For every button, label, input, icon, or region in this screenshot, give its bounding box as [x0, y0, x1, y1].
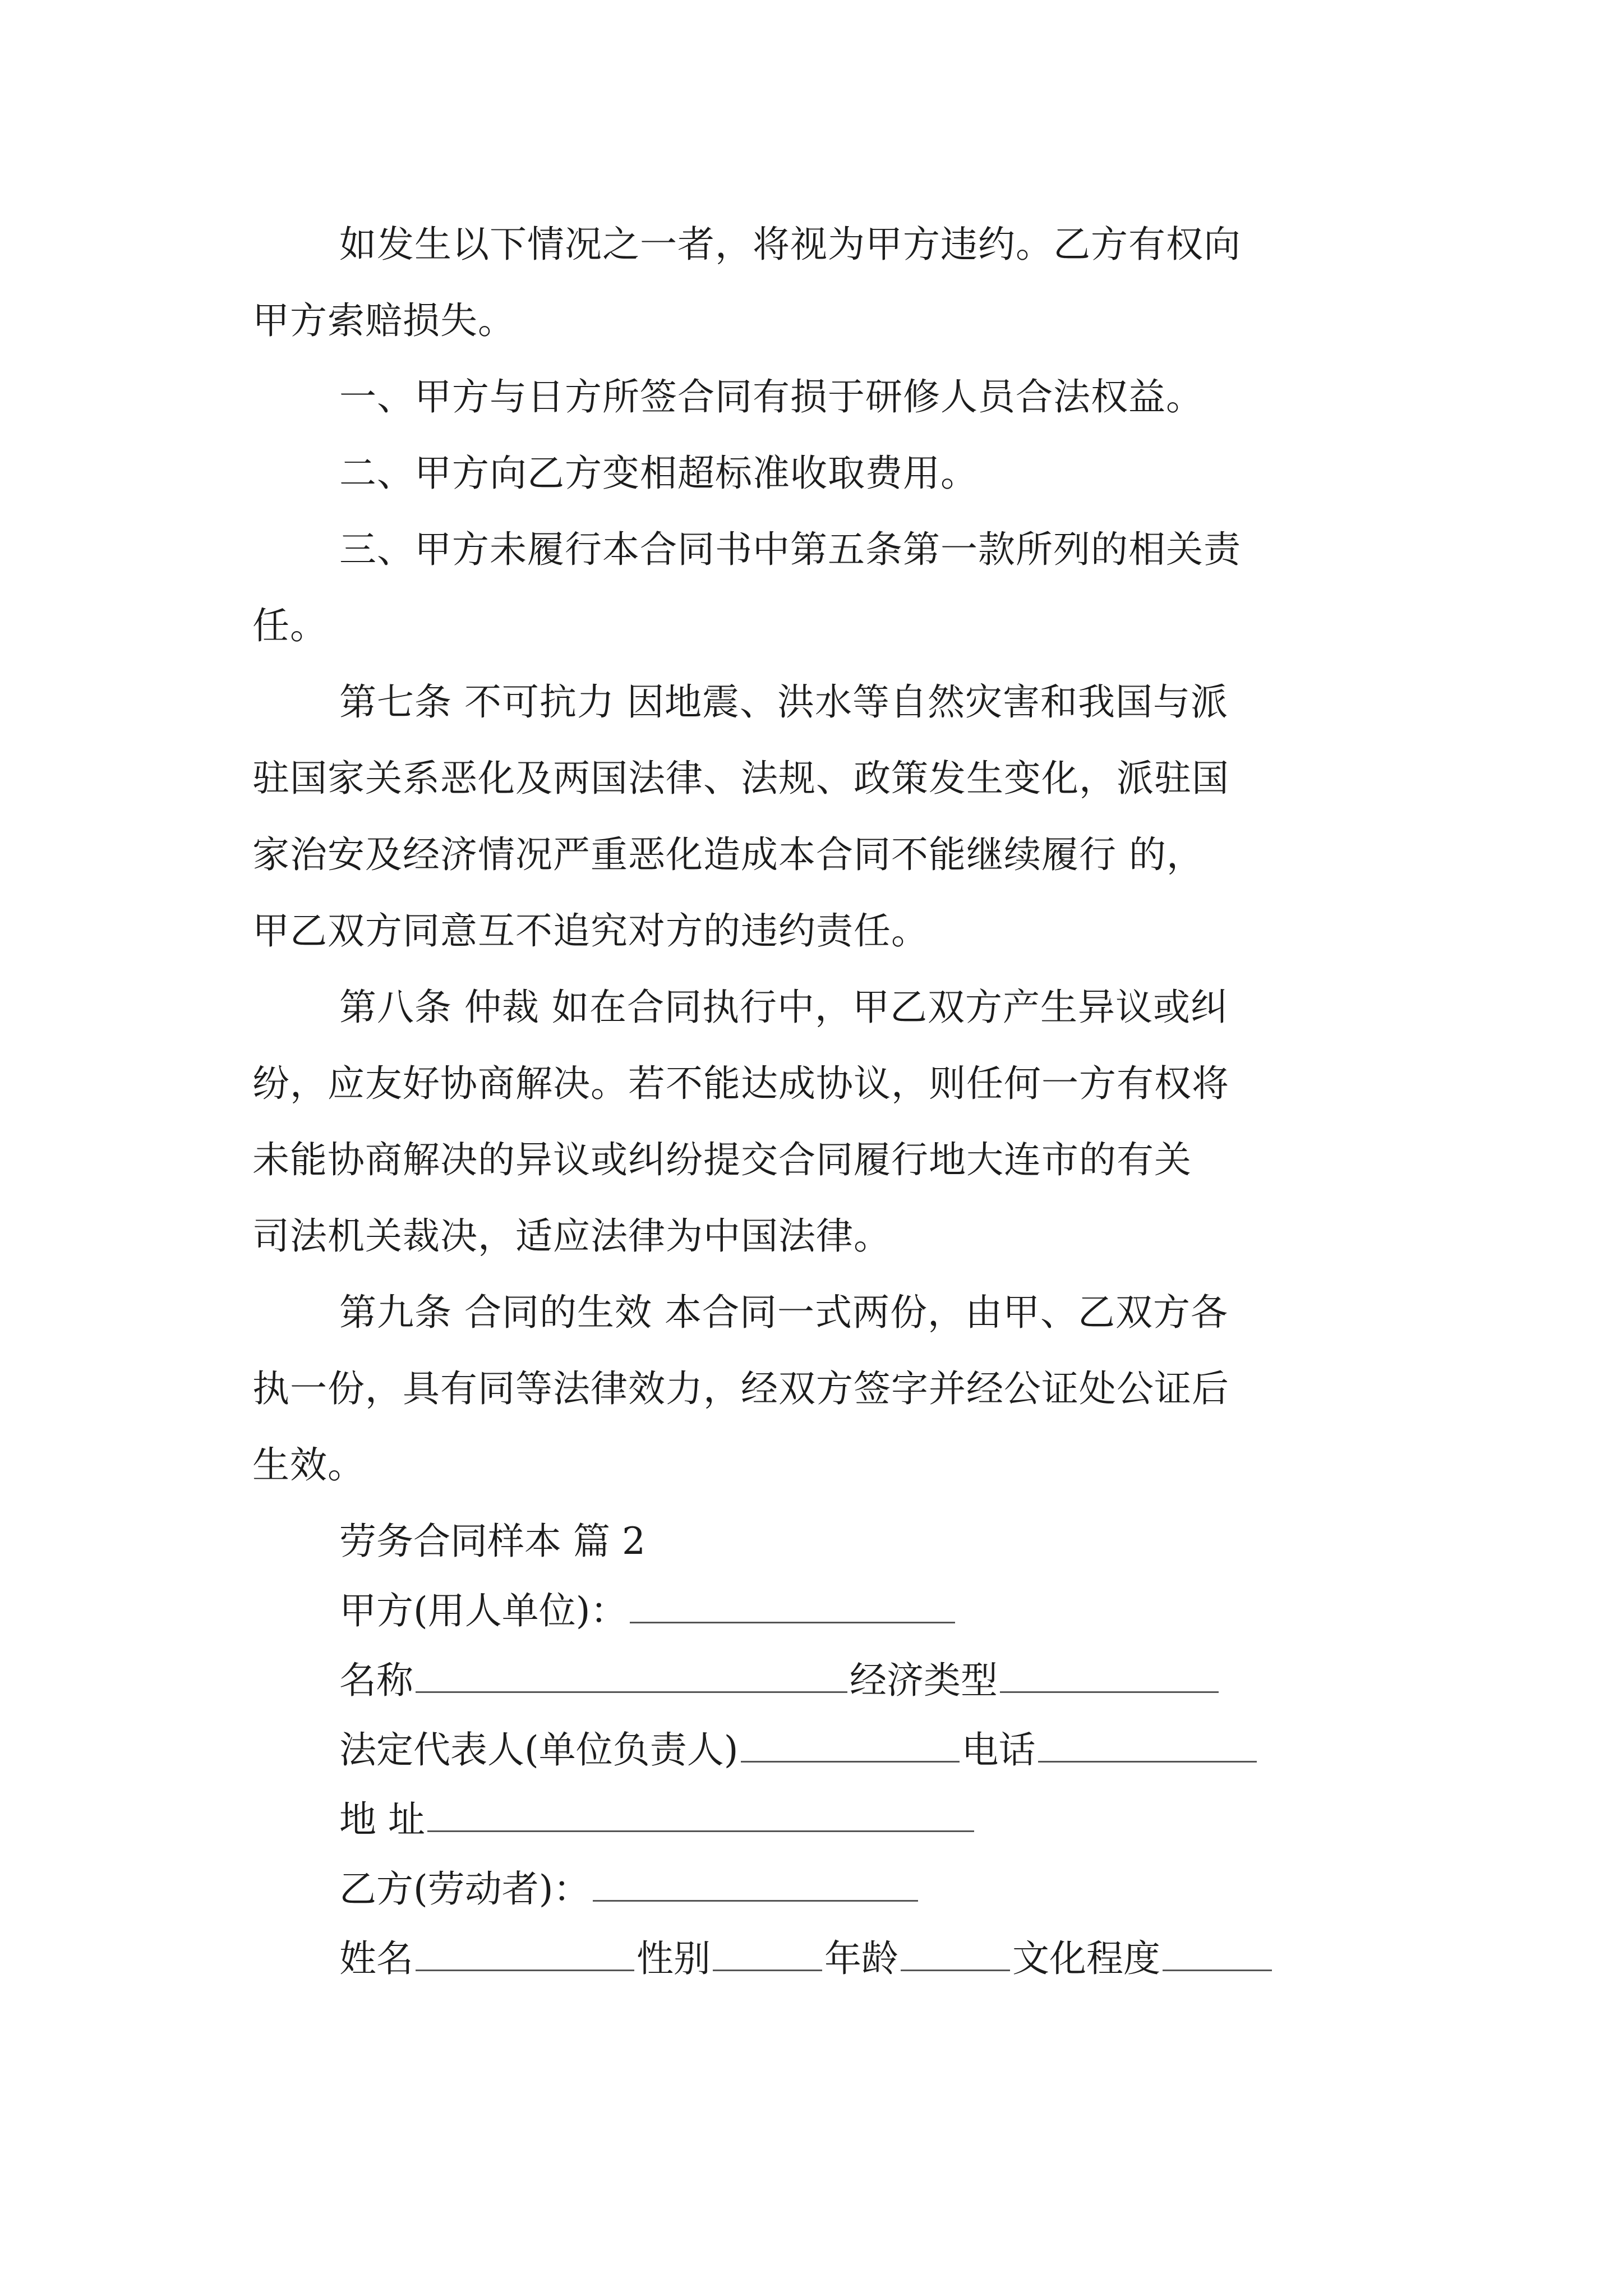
- age-label: 年龄: [824, 1937, 898, 1980]
- party-b-blank[interactable]: [593, 1865, 918, 1902]
- paragraph-line: 驻国家关系恶化及两国法律、法规、政策发生变化，派驻国: [252, 757, 1229, 800]
- party-b-label: 乙方(劳动者)：: [339, 1867, 591, 1911]
- paragraph-line: 纷，应友好协商解决。若不能达成协议，则任何一方有权将: [252, 1062, 1229, 1105]
- paragraph-line: 家治安及经济情况严重恶化造成本合同不能继续履行 的，: [252, 833, 1204, 876]
- party-b-row: [339, 1864, 920, 1915]
- age-blank[interactable]: [901, 1935, 1010, 1971]
- paragraph-line: 司法机关裁决，适应法律为中国法律。: [252, 1214, 891, 1258]
- name-label: 名称: [339, 1659, 413, 1702]
- address-label: 地 址: [339, 1798, 425, 1841]
- paragraph-line: 二、甲方向乙方变相超标准收取费用。: [339, 452, 978, 495]
- paragraph-line: 一、甲方与日方所签合同有损于研修人员合法权益。: [339, 375, 1204, 418]
- paragraph-line: 任。: [252, 604, 328, 647]
- name-blank[interactable]: [416, 1657, 847, 1693]
- paragraph-line: 第九条 合同的生效 本合同一式两份，由甲、乙双方各: [339, 1291, 1228, 1334]
- paragraph-line: 未能协商解决的异议或纠纷提交合同履行地大连市的有关: [252, 1138, 1192, 1181]
- education-label: 文化程度: [1012, 1937, 1160, 1980]
- party-a-blank[interactable]: [630, 1587, 955, 1623]
- name-economic-row: [339, 1655, 1221, 1706]
- economic-type-label: 经济类型: [850, 1659, 998, 1702]
- person-name-blank[interactable]: [416, 1935, 634, 1971]
- education-blank[interactable]: [1163, 1935, 1272, 1971]
- paragraph-line: 执一份，具有同等法律效力，经双方签字并经公证处公证后: [252, 1367, 1229, 1410]
- personal-details-row: [339, 1934, 1274, 1984]
- paragraph-line: 三、甲方未履行本合同书中第五条第一款所列的相关责: [339, 528, 1241, 571]
- section-title: 劳务合同样本 篇 2: [339, 1520, 645, 1563]
- address-blank[interactable]: [427, 1796, 974, 1832]
- address-row: [339, 1795, 976, 1845]
- paragraph-line: 甲方索赔损失。: [252, 299, 515, 342]
- person-name-label: 姓名: [339, 1937, 413, 1980]
- party-a-row: [339, 1586, 957, 1636]
- paragraph-line: 甲乙双方同意互不追究对方的违约责任。: [252, 909, 929, 953]
- legal-rep-label: 法定代表人(单位负责人): [339, 1728, 739, 1772]
- legal-rep-blank[interactable]: [741, 1726, 960, 1763]
- paragraph-line: 如发生以下情况之一者，将视为甲方违约。乙方有权向: [339, 223, 1241, 266]
- paragraph-line: 第七条 不可抗力 因地震、洪水等自然灾害和我国与派: [339, 680, 1228, 724]
- economic-type-blank[interactable]: [1000, 1657, 1219, 1693]
- phone-label: 电话: [961, 1728, 1036, 1772]
- legal-rep-row: [339, 1725, 1259, 1775]
- paragraph-line: 第八条 仲裁 如在合同执行中，甲乙双方产生异议或纠: [339, 986, 1228, 1029]
- party-a-label: 甲方(用人单位)：: [339, 1589, 628, 1632]
- phone-blank[interactable]: [1038, 1726, 1257, 1763]
- gender-blank[interactable]: [713, 1935, 822, 1971]
- gender-label: 性别: [637, 1937, 711, 1980]
- paragraph-line: 生效。: [252, 1443, 365, 1487]
